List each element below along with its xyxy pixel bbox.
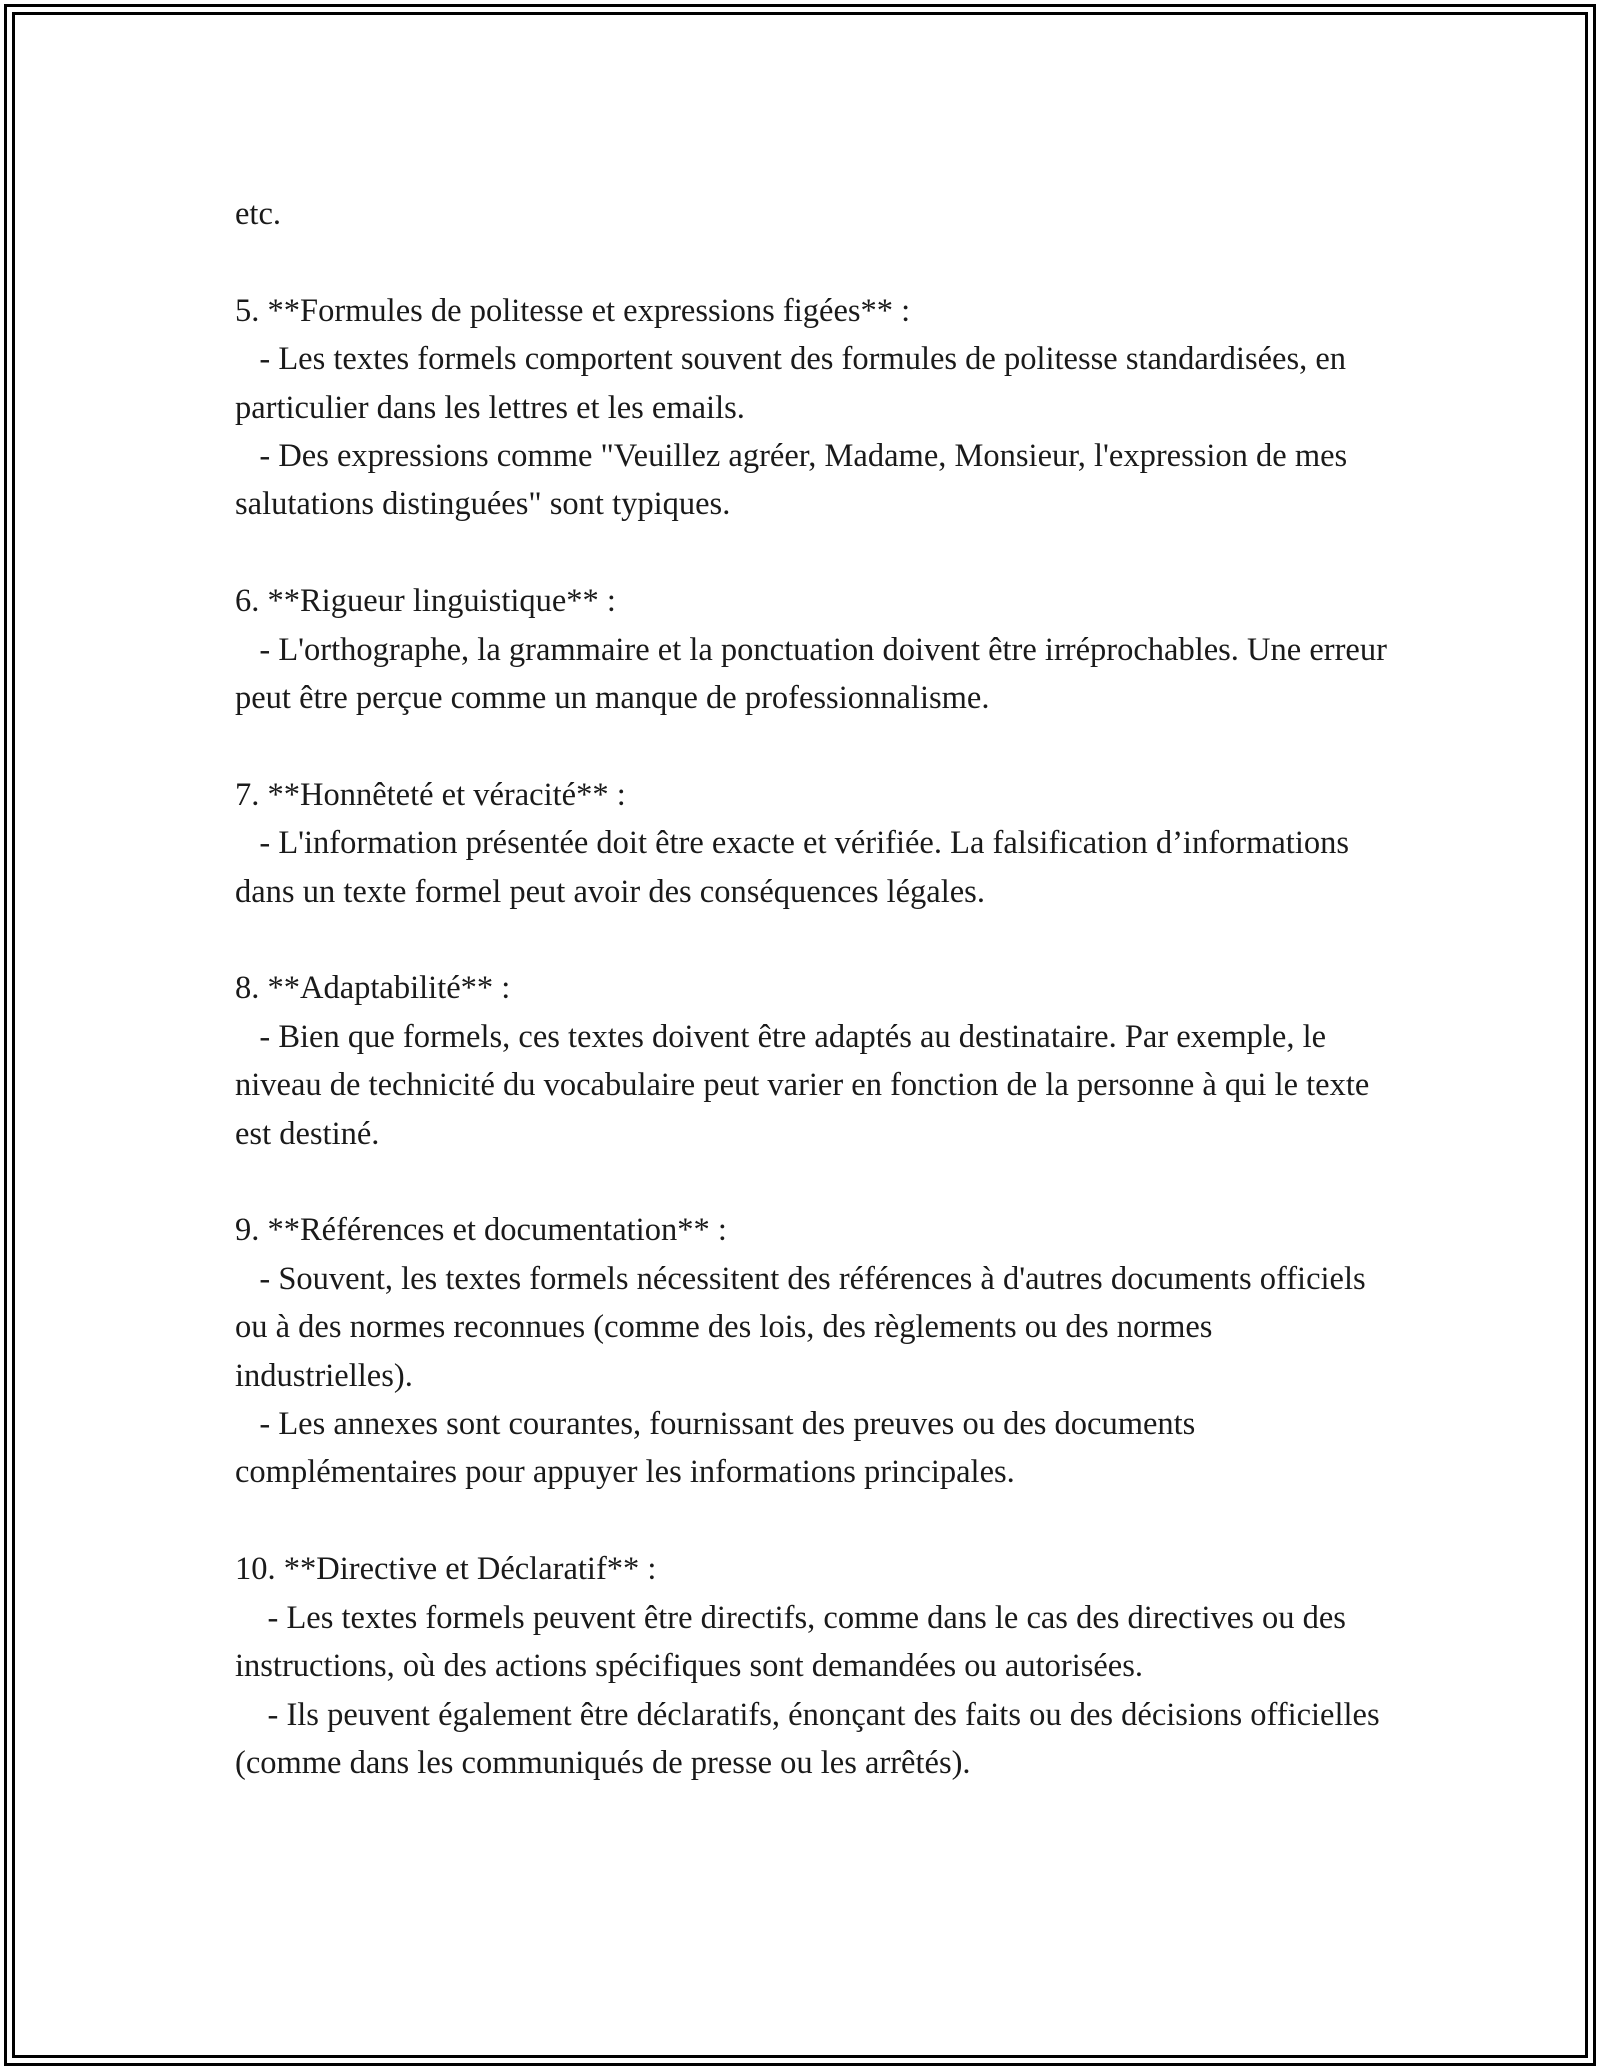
- section-paragraph: - Ils peuvent également être déclaratifs, énonçant des faits ou des décisions officielles (comme dans les communiqués de presse ou les arrêtés).: [235, 1696, 1388, 1781]
- section-heading: 8. **Adaptabilité** :: [235, 970, 511, 1007]
- document-body: [235, 190, 1395, 1787]
- section-10: [235, 1545, 1395, 1787]
- section-heading: 10. **Directive et Déclaratif** :: [235, 1551, 657, 1588]
- section-paragraph: - Souvent, les textes formels nécessitent des références à d'autres documents officiels ou à des normes reconnues (comme des lois, des règlements ou des normes industrielles).: [235, 1260, 1374, 1394]
- section-heading: 7. **Honnêteté et véracité** :: [235, 776, 626, 813]
- section-paragraph: - Bien que formels, ces textes doivent être adaptés au destinataire. Par exemple, le niveau de technicité du vocabulaire peut varier en fonction de la personne à qui le texte est destiné.: [235, 1018, 1378, 1152]
- intro-fragment: etc.: [235, 196, 282, 232]
- section-heading: 6. **Rigueur linguistique** :: [235, 583, 616, 620]
- section-9: [235, 1206, 1395, 1496]
- section-heading: 5. **Formules de politesse et expressions figées** :: [235, 292, 911, 329]
- section-8: [235, 964, 1395, 1158]
- section-paragraph: - L'information présentée doit être exacte et vérifiée. La falsification d’informations dans un texte formel peut avoir des conséquences légales.: [235, 825, 1358, 910]
- section-paragraph: - Les annexes sont courantes, fournissant des preuves ou des documents complémentaires pour appuyer les informations principales.: [235, 1406, 1204, 1491]
- section-6: [235, 577, 1395, 722]
- section-heading: 9. **Références et documentation** :: [235, 1212, 727, 1249]
- section-paragraph: - Les textes formels comportent souvent des formules de politesse standardisées, en particulier dans les lettres et les emails.: [235, 341, 1355, 426]
- section-7: [235, 771, 1395, 916]
- section-paragraph: - Les textes formels peuvent être directifs, comme dans le cas des directives ou des instructions, où des actions spécifiques sont demandées ou autorisées.: [235, 1599, 1355, 1685]
- section-paragraph: - Des expressions comme "Veuillez agréer, Madame, Monsieur, l'expression de mes salutations distinguées" sont typiques.: [235, 438, 1356, 523]
- section-5: [235, 287, 1395, 529]
- section-paragraph: - L'orthographe, la grammaire et la ponctuation doivent être irréprochables. Une erreur peut être perçue comme un manque de professionnalisme.: [235, 631, 1396, 717]
